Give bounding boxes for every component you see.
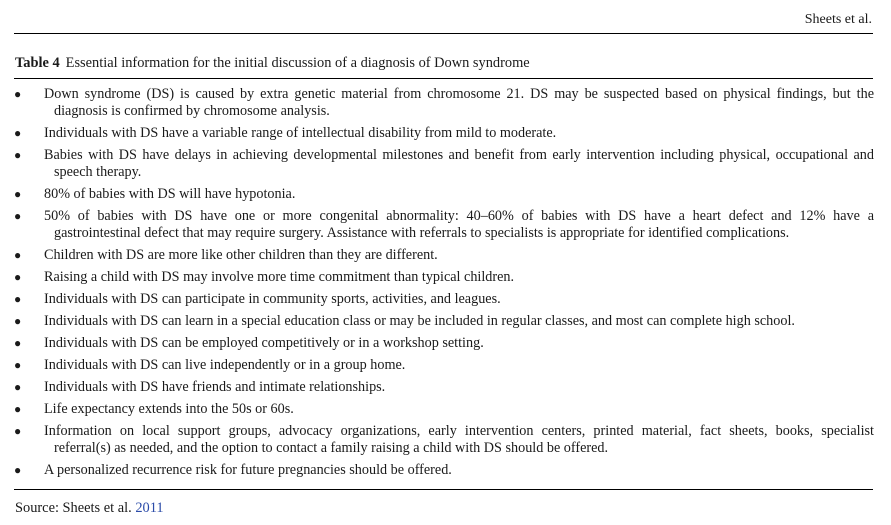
bullet-icon: ● — [14, 187, 22, 201]
list-item-text: Individuals with DS have a variable range of intellectual disability from mild to moderate. — [44, 125, 557, 141]
bullet-icon: ● — [14, 292, 22, 306]
table-caption-text: Essential information for the initial discussion of a diagnosis of Down syndrome — [65, 55, 530, 71]
list-item-text: Children with DS are more like other children than they are different. — [44, 247, 438, 263]
top-rule — [14, 33, 873, 34]
list-item-text-continued: gastrointestinal defect that may require surgery. Assistance with referrals to specialists is appropriate for identified complications. — [54, 225, 790, 241]
bullet-icon: ● — [14, 270, 22, 284]
bullet-icon: ● — [14, 126, 22, 140]
bullet-icon: ● — [14, 87, 22, 101]
list-item — [14, 291, 874, 308]
bullet-icon: ● — [14, 209, 22, 223]
bullet-icon: ● — [14, 402, 22, 416]
list-item-text: A personalized recurrence risk for future pregnancies should be offered. — [44, 462, 452, 478]
list-item — [14, 313, 874, 330]
bullet-icon: ● — [14, 358, 22, 372]
bullet-icon: ● — [14, 336, 22, 350]
list-item — [14, 269, 874, 286]
table-source — [15, 499, 164, 517]
list-item — [14, 462, 874, 479]
list-item-text: 80% of babies with DS will have hypotonia. — [44, 186, 296, 202]
list-item-text-continued: referral(s) as needed, and the option to contact a family raising a child with DS should be offered. — [54, 440, 609, 456]
list-item — [14, 357, 874, 374]
list-item-text: Babies with DS have delays in achieving developmental milestones and benefit from early intervention including physical, occupational and — [44, 147, 874, 163]
running-head: Sheets et al. — [804, 12, 872, 27]
bullet-icon: ● — [14, 380, 22, 394]
list-item — [14, 186, 874, 203]
list-item-text: Individuals with DS can participate in community sports, activities, and leagues. — [44, 291, 501, 307]
list-item-text: 50% of babies with DS have one or more congenital abnormality: 40–60% of babies with DS have a heart defect and 12% have a — [44, 208, 874, 224]
list-item-text: Life expectancy extends into the 50s or 60s. — [44, 401, 294, 417]
list-item-text: Individuals with DS can live independently or in a group home. — [44, 357, 406, 373]
list-item-text: Information on local support groups, advocacy organizations, early intervention centers, printed material, fact sheets, books, specialist — [44, 423, 874, 439]
list-item-text: Raising a child with DS may involve more time commitment than typical children. — [44, 269, 515, 285]
bullet-icon: ● — [14, 463, 22, 477]
list-item — [14, 379, 874, 396]
bullet-icon: ● — [14, 248, 22, 262]
bullet-list — [14, 86, 874, 484]
bottom-rule — [14, 489, 873, 490]
table-label: Table 4 — [15, 55, 60, 71]
list-item — [14, 208, 874, 242]
list-item-text-continued: speech therapy. — [54, 164, 142, 180]
bullet-icon: ● — [14, 148, 22, 162]
caption-rule — [14, 78, 873, 79]
list-item-text: Individuals with DS can be employed competitively or in a workshop setting. — [44, 335, 484, 351]
bullet-icon: ● — [14, 314, 22, 328]
table-caption — [15, 54, 530, 72]
bullet-icon: ● — [14, 424, 22, 438]
list-item — [14, 86, 874, 120]
list-item — [14, 423, 874, 457]
list-item — [14, 401, 874, 418]
list-item-text: Down syndrome (DS) is caused by extra genetic material from chromosome 21. DS may be suspected based on physical findings, but the — [44, 86, 874, 102]
citation-link[interactable]: 2011 — [135, 500, 164, 516]
list-item — [14, 247, 874, 264]
list-item — [14, 335, 874, 352]
list-item-text: Individuals with DS can learn in a special education class or may be included in regular classes, and most can complete high school. — [44, 313, 795, 329]
list-item — [14, 125, 874, 142]
source-prefix: Source: Sheets et al. — [15, 500, 132, 516]
list-item-text-continued: diagnosis is confirmed by chromosome analysis. — [54, 103, 330, 119]
list-item — [14, 147, 874, 181]
list-item-text: Individuals with DS have friends and intimate relationships. — [44, 379, 386, 395]
